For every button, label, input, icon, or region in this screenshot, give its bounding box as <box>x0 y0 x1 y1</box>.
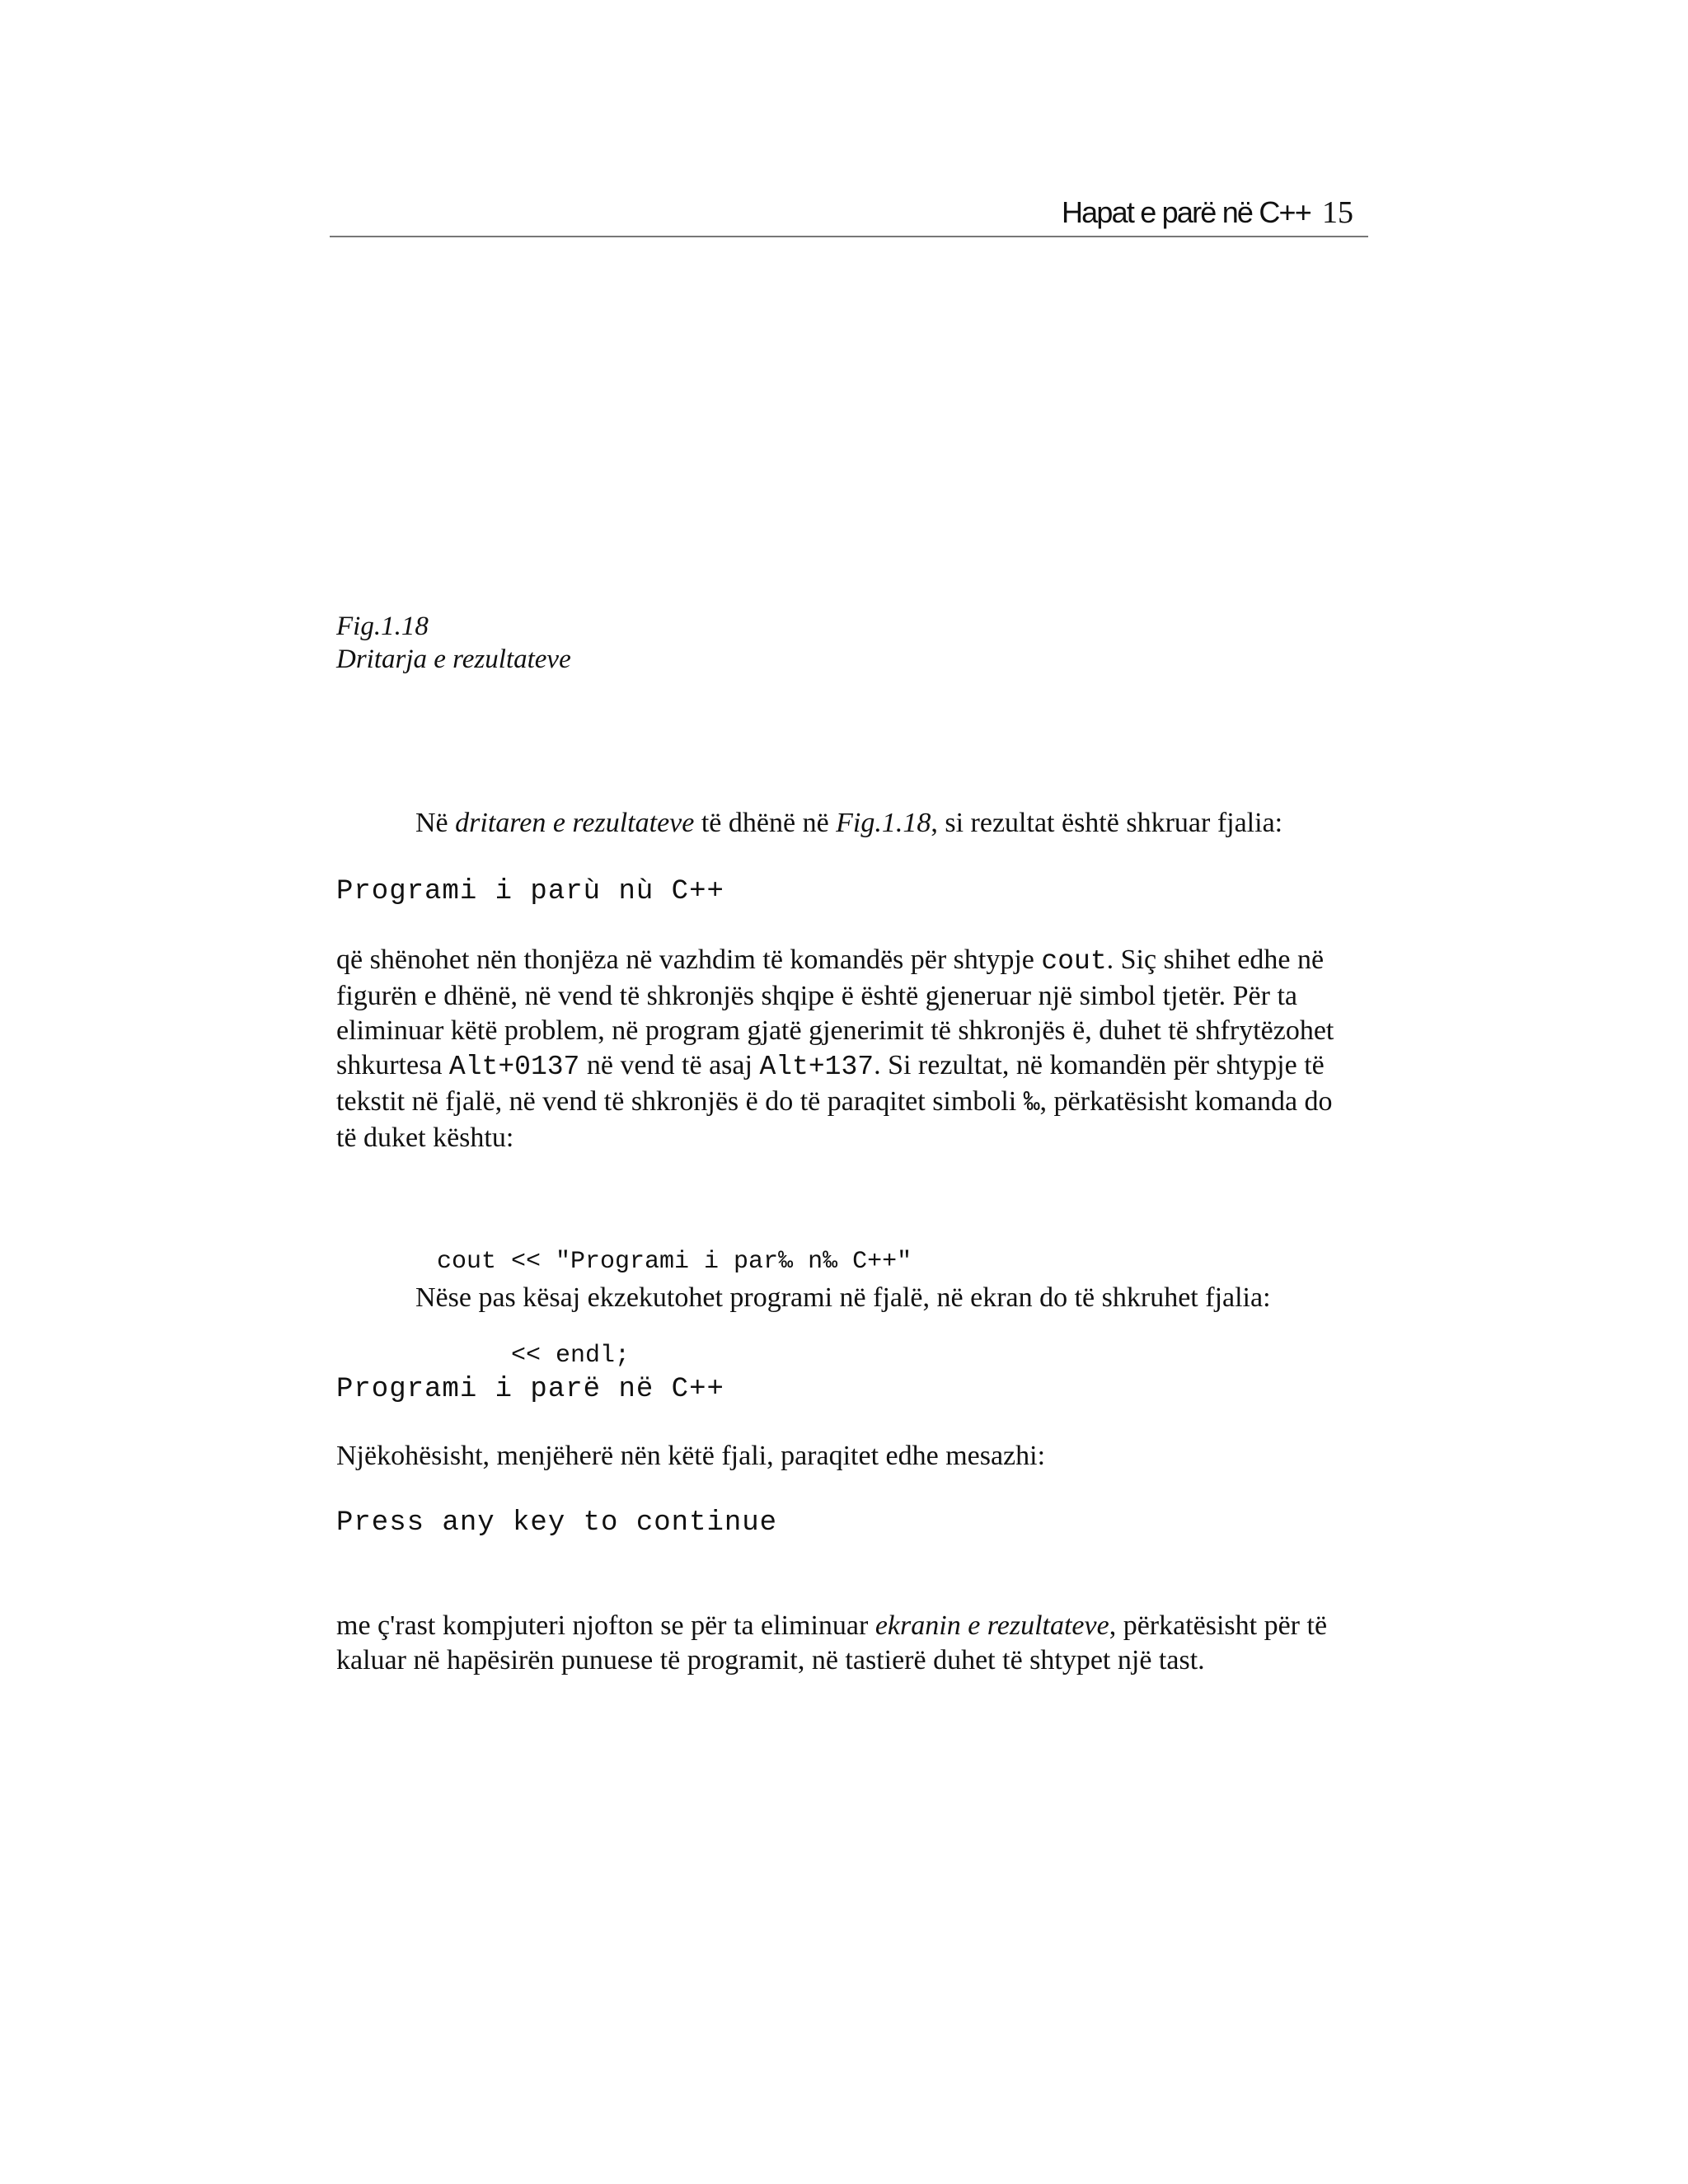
paragraph-execution: Nëse pas kësaj ekzekutohet programi në fjalë, në ekran do të shkruhet fjalia: <box>415 1282 1271 1313</box>
paragraph-explanation: që shënohet nën thonjëza në vazhdim të komandës për shtypje cout. Siç shihet edhe në figurën e dhënë, në vend të shkronjës shqipe ë është gjeneruar një simbol tjetër. Për ta eliminuar këtë problem, në program gjatë gjenerimit të shkronjës ë, duhet të shfrytëzohet shkurtesa Alt+0137 në vend të asaj Alt+137. Si rezultat, në komandën për shtypje të tekstit në fjalë, në vend të shkronjës ë do të paraqitet simboli ‰, përkatësisht komanda do të duket kështu: <box>336 944 1334 1153</box>
figure-reference: Fig.1.18 <box>836 808 931 838</box>
paragraph-message: Njëkohësisht, menjëherë nën këtë fjali, paraqitet edhe mesazhi: <box>336 1441 1046 1471</box>
page-number: 15 <box>1322 195 1353 230</box>
figure-caption <box>336 610 571 676</box>
page-header <box>330 190 1368 237</box>
inline-code-alt137: Alt+137 <box>759 1052 874 1082</box>
emphasis-result-screen: ekranin e rezultateve <box>874 1610 1109 1641</box>
code-line-1: cout << "Programi i par‰ n‰ C++" <box>437 1248 912 1276</box>
inline-code-permille: ‰ <box>1023 1088 1040 1118</box>
output-line-garbled: Programi i parù nù C++ <box>336 876 724 907</box>
output-line-press-key: Press any key to continue <box>336 1507 778 1539</box>
inline-code-cout: cout <box>1041 946 1107 977</box>
emphasis-output-window: dritaren e rezultateve <box>455 808 695 838</box>
paragraph-intro: Në dritaren e rezultateve të dhënë në Fig.1.18, si rezultat është shkruar fjalia: <box>415 808 1283 838</box>
code-line-2: << endl; <box>437 1342 631 1370</box>
paragraph-conclusion: me ç'rast kompjuteri njofton se për ta eliminuar ekranin e rezultateve, përkatësisht për të kaluar në hapësirën punuese të programit, në tastierë duhet të shtypet një tast. <box>336 1610 1328 1675</box>
output-line-correct: Programi i parë në C++ <box>336 1374 724 1405</box>
figure-label: Fig.1.18 <box>336 612 429 641</box>
figure-title: Dritarja e rezultateve <box>336 644 571 674</box>
inline-code-alt0137: Alt+0137 <box>448 1052 580 1082</box>
running-title: Hapat e parë në C++ <box>1061 195 1311 229</box>
